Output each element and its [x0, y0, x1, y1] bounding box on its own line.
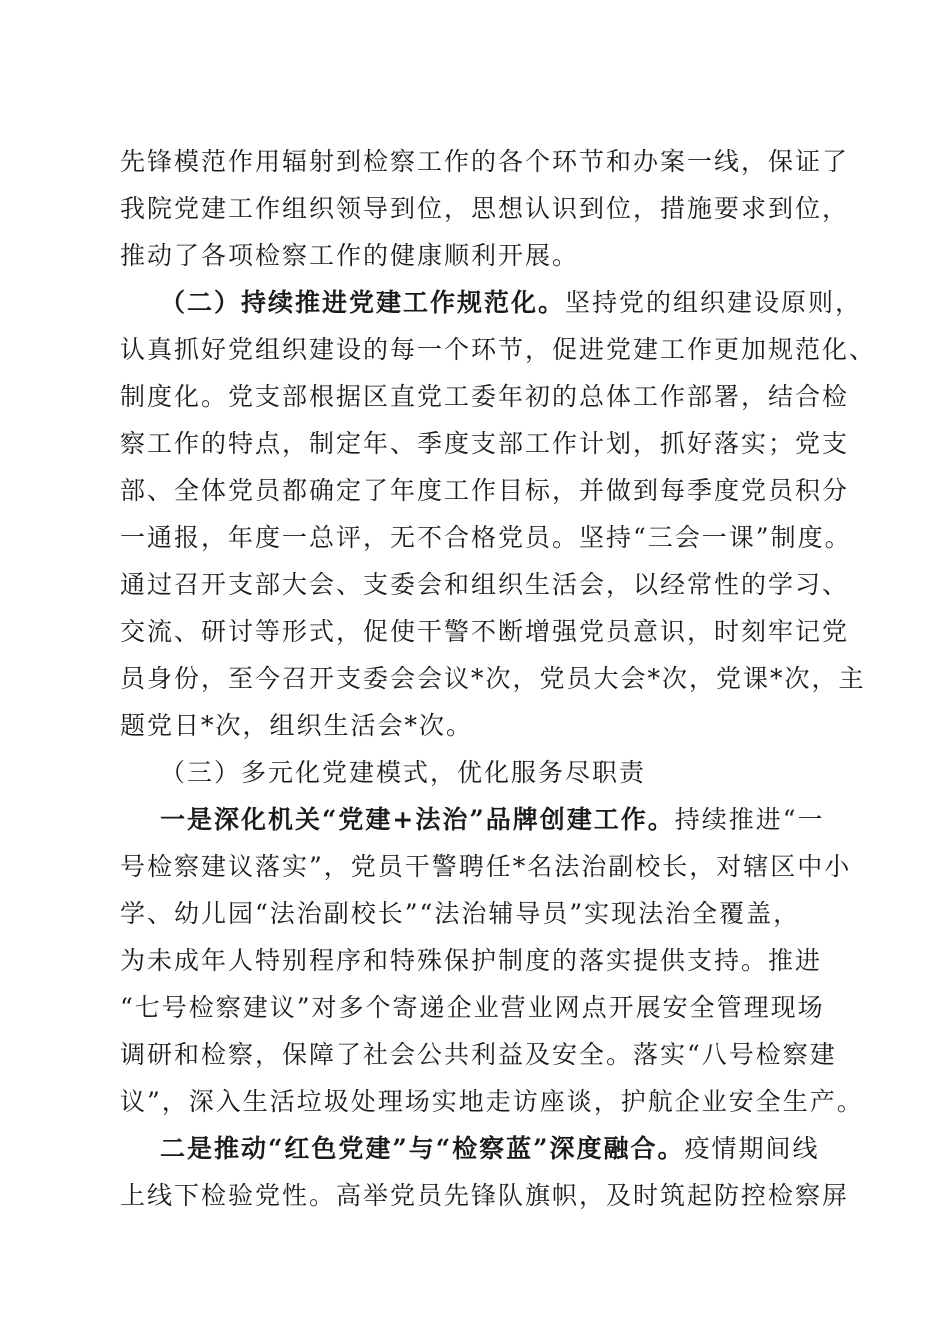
paragraph-line: 部、全体党员都确定了年度工作目标，并做到每季度党员积分: [120, 476, 850, 505]
paragraph-line: 学、幼儿园“法治副校长”“法治辅导员”实现法治全覆盖，: [120, 899, 801, 928]
item-1-heading: 一是深化机关“党建+法治”品牌创建工作。: [160, 805, 675, 834]
paragraph-line: 议”，深入生活垃圾处理场实地走访座谈，护航企业安全生产。: [120, 1087, 864, 1116]
item-1-first-line: [160, 805, 825, 835]
paragraph-line: 上线下检验党性。高举党员先锋队旗帜，及时筑起防控检察屏: [120, 1181, 850, 1210]
paragraph-line: 号检察建议落实”，党员干警聘任*名法治副校长，对辖区中小: [120, 852, 852, 881]
paragraph-line: 题党日*次，组织生活会*次。: [120, 711, 474, 740]
paragraph-line: 我院党建工作组织领导到位，思想认识到位，措施要求到位，: [120, 194, 850, 223]
section-2-heading: （二）持续推进党建工作规范化。: [160, 288, 566, 317]
item-1-first-line-text: 持续推进“一: [674, 805, 825, 834]
section-2-first-line: [160, 288, 862, 318]
paragraph-line: 制度化。党支部根据区直党工委年初的总体工作部署，结合检: [120, 382, 850, 411]
item-2-first-line: [160, 1134, 820, 1164]
paragraph-line: 先锋模范作用辐射到检察工作的各个环节和办案一线，保证了: [120, 147, 850, 176]
paragraph-line: 通过召开支部大会、支委会和组织生活会，以经常性的学习、: [120, 570, 850, 599]
paragraph-line: 推动了各项检察工作的健康顺利开展。: [120, 241, 580, 270]
section-3-heading: （三）多元化党建模式，优化服务尽职责: [160, 758, 647, 787]
section-2-first-line-text: 坚持党的组织建设原则，: [565, 288, 863, 317]
paragraph-line: 一通报，年度一总评，无不合格党员。坚持“三会一课”制度。: [120, 523, 852, 552]
paragraph-line: 交流、研讨等形式，促使干警不断增强党员意识，时刻牢记党: [120, 617, 850, 646]
item-2-first-line-text: 疫情期间线: [684, 1134, 820, 1163]
item-2-heading: 二是推动“红色党建”与“检察蓝”深度融合。: [160, 1134, 685, 1163]
paragraph-line: 为未成年人特别程序和特殊保护制度的落实提供支持。推进: [120, 946, 823, 975]
paragraph-line: “七号检察建议”对多个寄递企业营业网点开展安全管理现场: [120, 993, 825, 1022]
paragraph-line: 调研和检察，保障了社会公共利益及安全。落实“八号检察建: [120, 1040, 837, 1069]
paragraph-line: 员身份，至今召开支委会会议*次，党员大会*次，党课*次，主: [120, 664, 866, 693]
paragraph-line: 认真抓好党组织建设的每一个环节，促进党建工作更加规范化、: [120, 335, 877, 364]
paragraph-line: 察工作的特点，制定年、季度支部工作计划，抓好落实；党支: [120, 429, 850, 458]
